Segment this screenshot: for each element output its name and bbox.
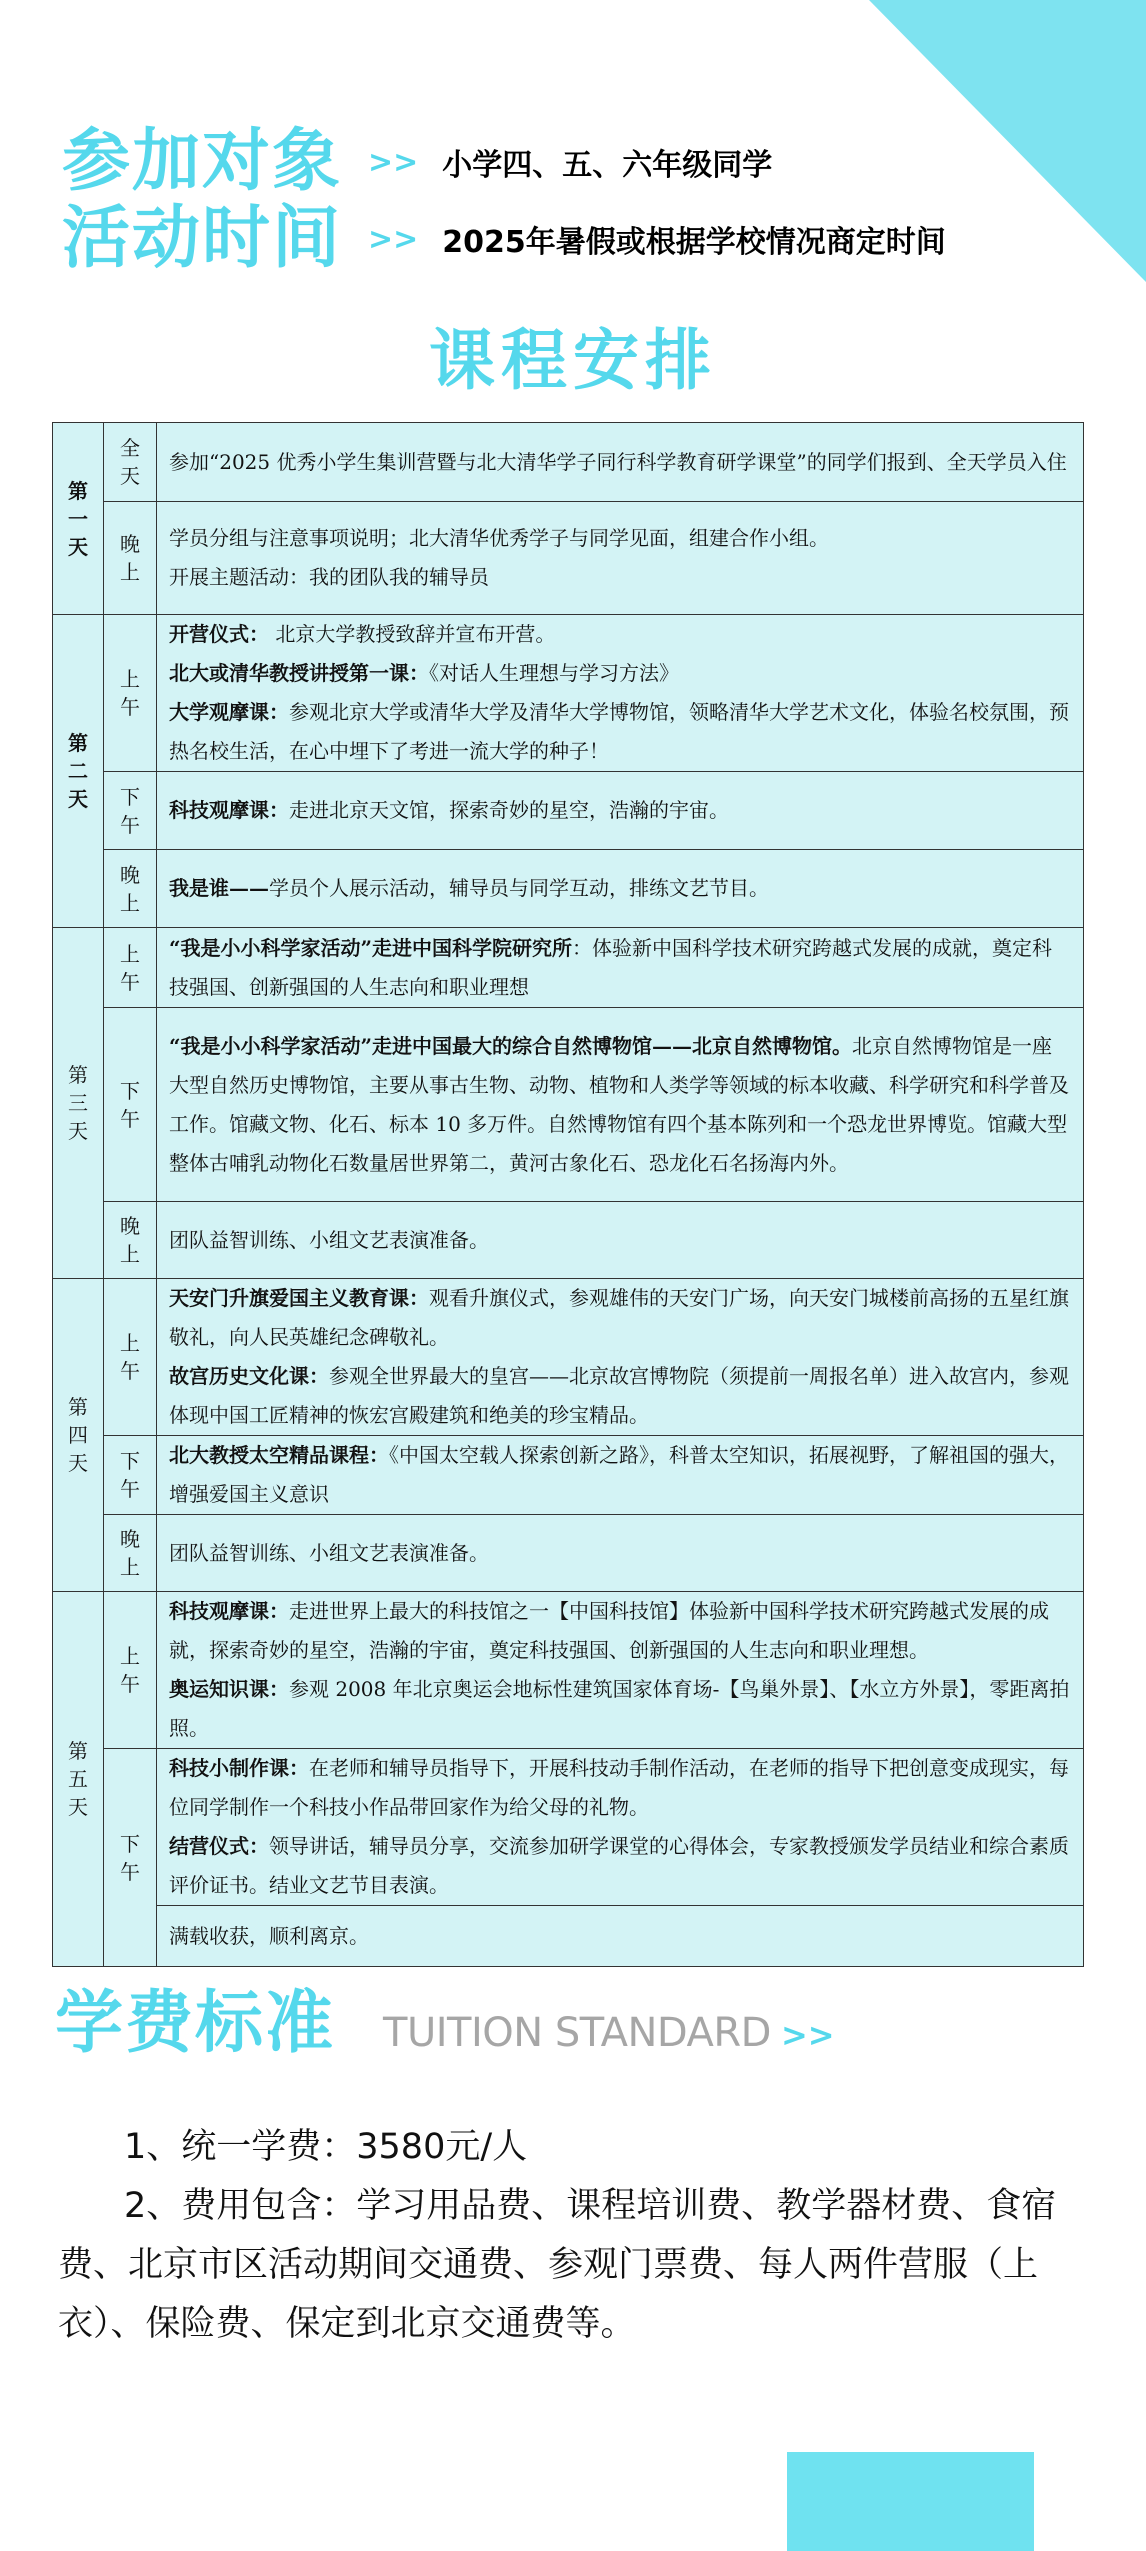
period-content: 科技观摩课：走进北京天文馆，探索奇妙的星空，浩瀚的宇宙。 xyxy=(157,772,1084,850)
table-row xyxy=(53,1279,1084,1436)
period-label: 下 午 xyxy=(104,1436,157,1515)
period-content: 团队益智训练、小组文艺表演准备。 xyxy=(157,1202,1084,1279)
target-value: 小学四、五、六年级同学 xyxy=(442,148,773,183)
tuition-subtitle: TUITION STANDARD xyxy=(383,2010,771,2056)
table-row xyxy=(53,1749,1084,1906)
period-content: 科技观摩课：走进世界上最大的科技馆之一【中国科技馆】体验新中国科学技术研究跨越式发展的成就，探索奇妙的星空，浩瀚的宇宙，奠定科技强国、创新强国的人生志向和职业理想。 奥运知识课：参观 2008 年北京奥运会地标性建筑国家体育场-【鸟巢外景】、【水立方外景】，零距离拍照。 xyxy=(157,1592,1084,1749)
day-label: 第 五 天 xyxy=(53,1592,104,1967)
period-label: 上 午 xyxy=(104,1592,157,1749)
table-row xyxy=(53,928,1084,1008)
table-row xyxy=(53,1515,1084,1592)
table-row xyxy=(53,1008,1084,1202)
table-row xyxy=(53,502,1084,615)
tuition-title: 学费标准 xyxy=(55,1984,336,2063)
period-content: 开营仪式： 北京大学教授致辞并宣布开营。 北大或清华教授讲授第一课：《对话人生理想与学习方法》 大学观摩课：参观北京大学或清华大学及清华大学博物馆，领略清华大学艺术文化，体验名校氛围，预热名校生活，在心中埋下了考进一流大学的种子！ xyxy=(157,615,1084,772)
table-row xyxy=(53,850,1084,928)
period-label: 晚 上 xyxy=(104,502,157,615)
period-label: 上 午 xyxy=(104,1279,157,1436)
period-label: 晚 上 xyxy=(104,850,157,928)
double-arrow-icon: >> xyxy=(368,144,419,180)
bottom-decoration xyxy=(787,2452,1034,2551)
double-arrow-icon: >> xyxy=(780,2016,835,2054)
fee-item: 2、费用包含：学习用品费、课程培训费、教学器材费、食宿费、北京市区活动期间交通费、参观门票费、每人两件营服（上衣）、保险费、保定到北京交通费等。 xyxy=(58,2186,1057,2344)
time-label: 活动时间 xyxy=(62,199,343,278)
period-content: “我是小小科学家活动”走进中国最大的综合自然博物馆——北京自然博物馆。北京自然博物馆是一座大型自然历史博物馆，主要从事古生物、动物、植物和人类学等领域的标本收藏、科学研究和科学普及工作。馆藏文物、化石、标本 10 多万件。自然博物馆有四个基本陈列和一个恐龙世界博览。馆藏大型整体古哺乳动物化石数量居世界第二，黄河古象化石、恐龙化石名扬海内外。 xyxy=(157,1008,1084,1202)
target-row xyxy=(62,122,773,201)
target-label: 参加对象 xyxy=(62,122,343,201)
period-content: 团队益智训练、小组文艺表演准备。 xyxy=(157,1515,1084,1592)
table-row xyxy=(53,615,1084,772)
day-label: 第 四 天 xyxy=(53,1279,104,1592)
period-content: 我是谁——学员个人展示活动，辅导员与同学互动，排练文艺节目。 xyxy=(157,850,1084,928)
tuition-header xyxy=(55,1984,835,2063)
table-row xyxy=(53,1906,1084,1967)
day-label: 第 一 天 xyxy=(53,423,104,615)
table-row xyxy=(53,772,1084,850)
double-arrow-icon: >> xyxy=(368,221,419,257)
period-label: 下 午 xyxy=(104,772,157,850)
period-label: 全 天 xyxy=(104,423,157,502)
table-row xyxy=(53,1436,1084,1515)
period-content: 北大教授太空精品课程：《中国太空载人探索创新之路》，科普太空知识，拓展视野，了解祖国的强大，增强爱国主义意识 xyxy=(157,1436,1084,1515)
period-label: 下 午 xyxy=(104,1008,157,1202)
table-row xyxy=(53,1202,1084,1279)
day-label: 第 二 天 xyxy=(53,615,104,928)
period-content: 科技小制作课：在老师和辅导员指导下，开展科技动手制作活动，在老师的指导下把创意变成现实，每位同学制作一个科技小作品带回家作为给父母的礼物。 结营仪式：领导讲话，辅导员分享，交流参加研学课堂的心得体会，专家教授颁发学员结业和综合素质评价证书。结业文艺节目表演。 xyxy=(157,1749,1084,1906)
schedule-table xyxy=(52,422,1084,1967)
period-label: 晚 上 xyxy=(104,1515,157,1592)
table-row xyxy=(53,423,1084,502)
period-content: 参加“2025 优秀小学生集训营暨与北大清华学子同行科学教育研学课堂”的同学们报到、全天学员入住 xyxy=(157,423,1084,502)
period-content: 天安门升旗爱国主义教育课：观看升旗仪式，参观雄伟的天安门广场，向天安门城楼前高扬的五星红旗敬礼，向人民英雄纪念碑敬礼。 故宫历史文化课：参观全世界最大的皇宫——北京故宫博物院（须提前一周报名单）进入故宫内，参观体现中国工匠精神的恢宏宫殿建筑和绝美的珍宝精品。 xyxy=(157,1279,1084,1436)
period-label: 晚 上 xyxy=(104,1202,157,1279)
time-row xyxy=(62,199,946,278)
day-label: 第 三 天 xyxy=(53,928,104,1279)
period-content: “我是小小科学家活动”走进中国科学院研究所：体验新中国科学技术研究跨越式发展的成就，奠定科技强国、创新强国的人生志向和职业理想 xyxy=(157,928,1084,1008)
schedule-title: 课程安排 xyxy=(429,322,717,399)
period-content: 学员分组与注意事项说明；北大清华优秀学子与同学见面，组建合作小组。 开展主题活动：我的团队我的辅导员 xyxy=(157,502,1084,615)
period-label: 下 午 xyxy=(104,1749,157,1967)
fee-details xyxy=(58,2118,1088,2354)
table-row xyxy=(53,1592,1084,1749)
period-label: 上 午 xyxy=(104,928,157,1008)
time-value: 2025年暑假或根据学校情况商定时间 xyxy=(442,225,946,260)
fee-item: 1、统一学费：3580元/人 xyxy=(124,2127,528,2167)
period-content: 满载收获，顺利离京。 xyxy=(157,1906,1084,1967)
period-label: 上 午 xyxy=(104,615,157,772)
